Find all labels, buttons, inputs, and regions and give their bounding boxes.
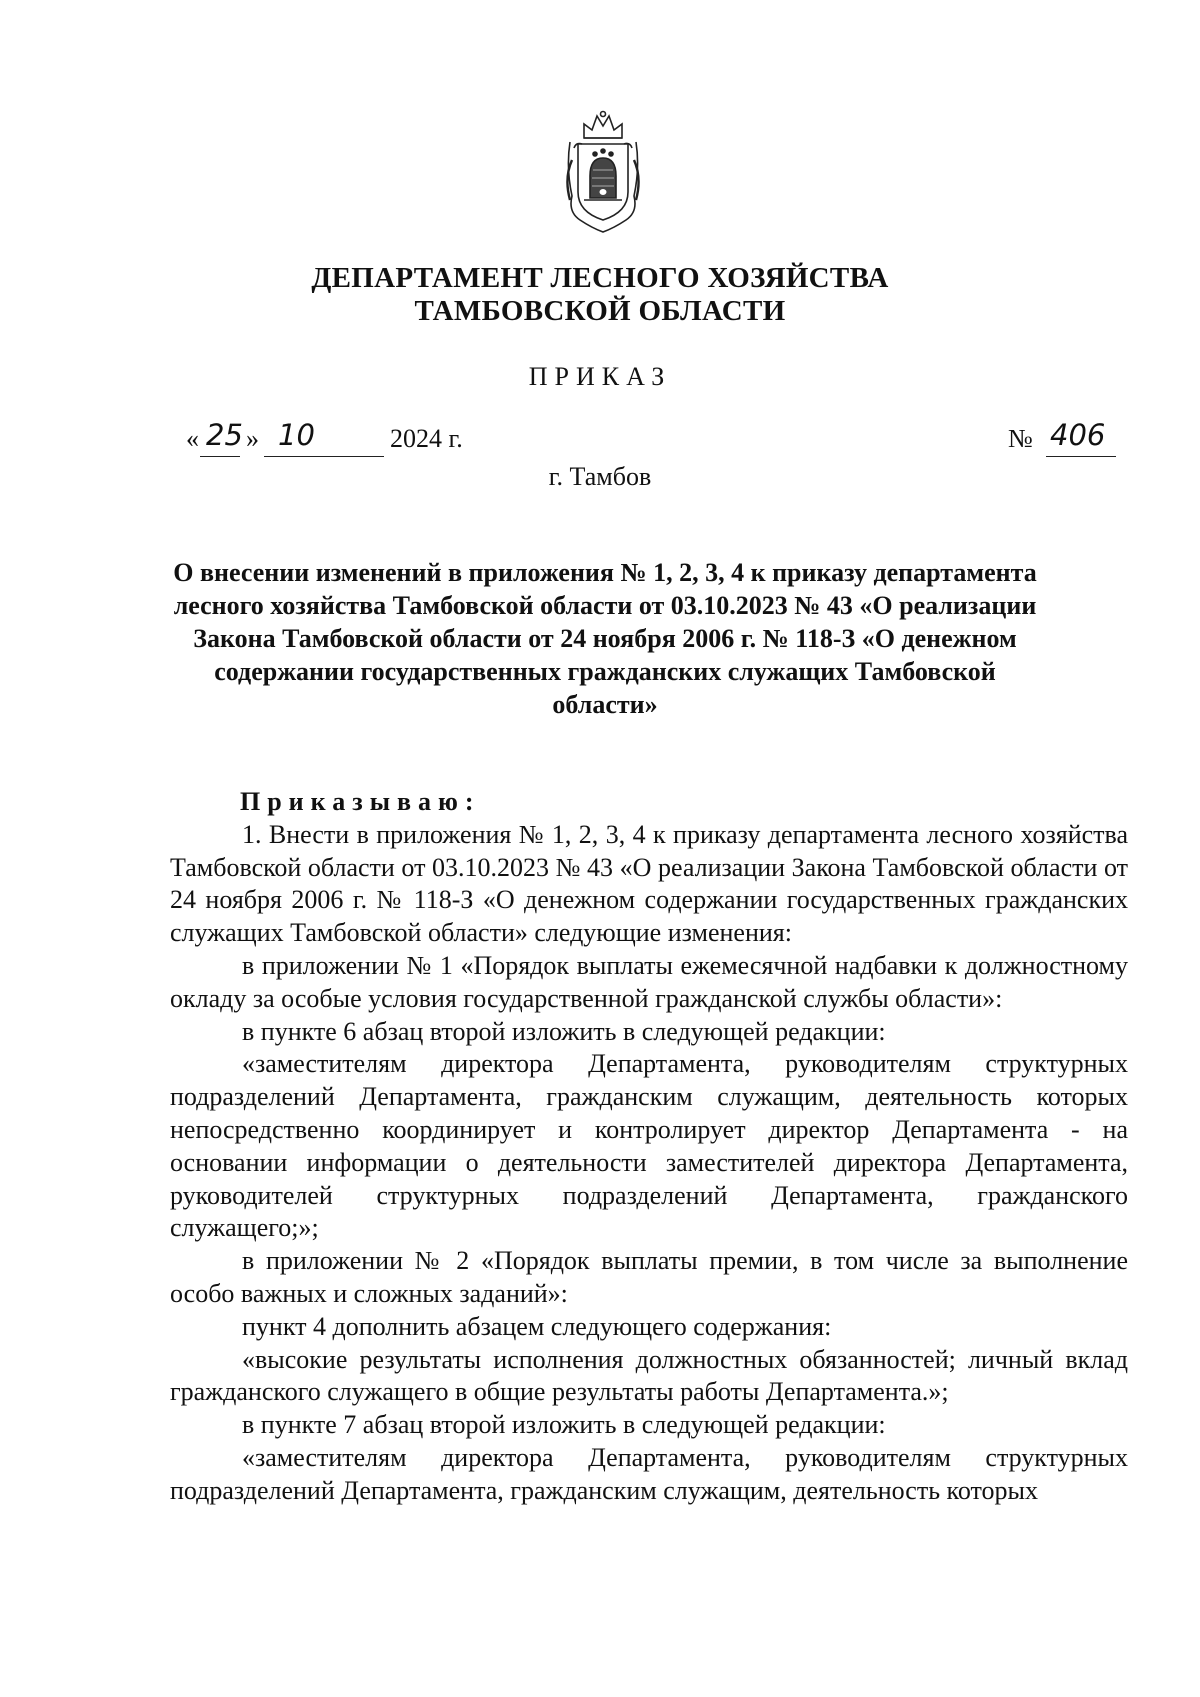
number-prefix: №: [1008, 424, 1033, 453]
paragraph-7: «высокие результаты исполнения должностных обязанностей; личный вклад гражданского служащего в общие результаты работы Департамента.»;: [170, 1344, 1128, 1407]
date-quote-open: «: [186, 424, 199, 453]
paragraph-6: пункт 4 дополнить абзацем следующего содержания:: [242, 1311, 832, 1341]
number-value: 406: [1050, 418, 1106, 452]
date-day: 25: [206, 418, 243, 452]
paragraph-5: в приложении № 2 «Порядок выплаты премии, в том числе за выполнение особо важных и сложных заданий»:: [170, 1246, 1128, 1308]
document-number: [1008, 418, 1128, 460]
document-title: О внесении изменений в приложения № 1, 2, 3, 4 к приказу департамента лесного хозяйства Тамбовской области от 03.10.2023 № 43 «О реализации Закона Тамбовской области от 24 ноября 2006 г. № 118-З «О денежном содержании государственных гражданских служащих Тамбовской области»: [173, 558, 1037, 719]
document-type: ПРИКАЗ: [528, 362, 672, 391]
paragraph-9: «заместителям директора Департамента, руководителям структурных подразделений Департамента, гражданским служащим, деятельность которых: [170, 1442, 1128, 1505]
organization-name-line2: ТАМБОВСКОЙ ОБЛАСТИ: [414, 295, 786, 327]
coat-of-arms-icon: [562, 108, 644, 236]
document-body: [170, 786, 1128, 1508]
paragraph-4: «заместителям директора Департамента, руководителям структурных подразделений Департамента, гражданским служащим, деятельность которых непосредственно координирует и контролирует директор Департамента - на основании информации о деятельности заместителей директора Департамента, руководителей структурных подразделений Департамента, гражданского служащего;»;: [170, 1049, 1128, 1243]
document-city: г. Тамбов: [548, 462, 652, 491]
paragraph-2: в приложении № 1 «Порядок выплаты ежемесячной надбавки к должностному окладу за особые условия государственной гражданской службы области»:: [170, 950, 1128, 1013]
paragraph-1: 1. Внести в приложения № 1, 2, 3, 4 к приказу департамента лесного хозяйства Тамбовской области от 03.10.2023 № 43 «О реализации Закона Тамбовской области от 24 ноября 2006 г. № 118-З «О денежном содержании государственных гражданских служащих Тамбовской области» следующие изменения:: [170, 819, 1128, 948]
month-underline: [264, 456, 384, 457]
paragraph-8: в пункте 7 абзац второй изложить в следующей редакции:: [242, 1410, 886, 1440]
day-underline: [200, 456, 240, 457]
order-lead: Приказываю:: [240, 787, 481, 816]
organization-name-line1: ДЕПАРТАМЕНТ ЛЕСНОГО ХОЗЯЙСТВА: [311, 262, 889, 294]
document-date: [186, 418, 506, 460]
date-year: 2024 г.: [390, 424, 463, 453]
date-month: 10: [278, 418, 315, 452]
number-underline: [1046, 456, 1116, 457]
date-quote-close: »: [246, 424, 259, 453]
paragraph-3: в пункте 6 абзац второй изложить в следующей редакции:: [242, 1016, 886, 1046]
